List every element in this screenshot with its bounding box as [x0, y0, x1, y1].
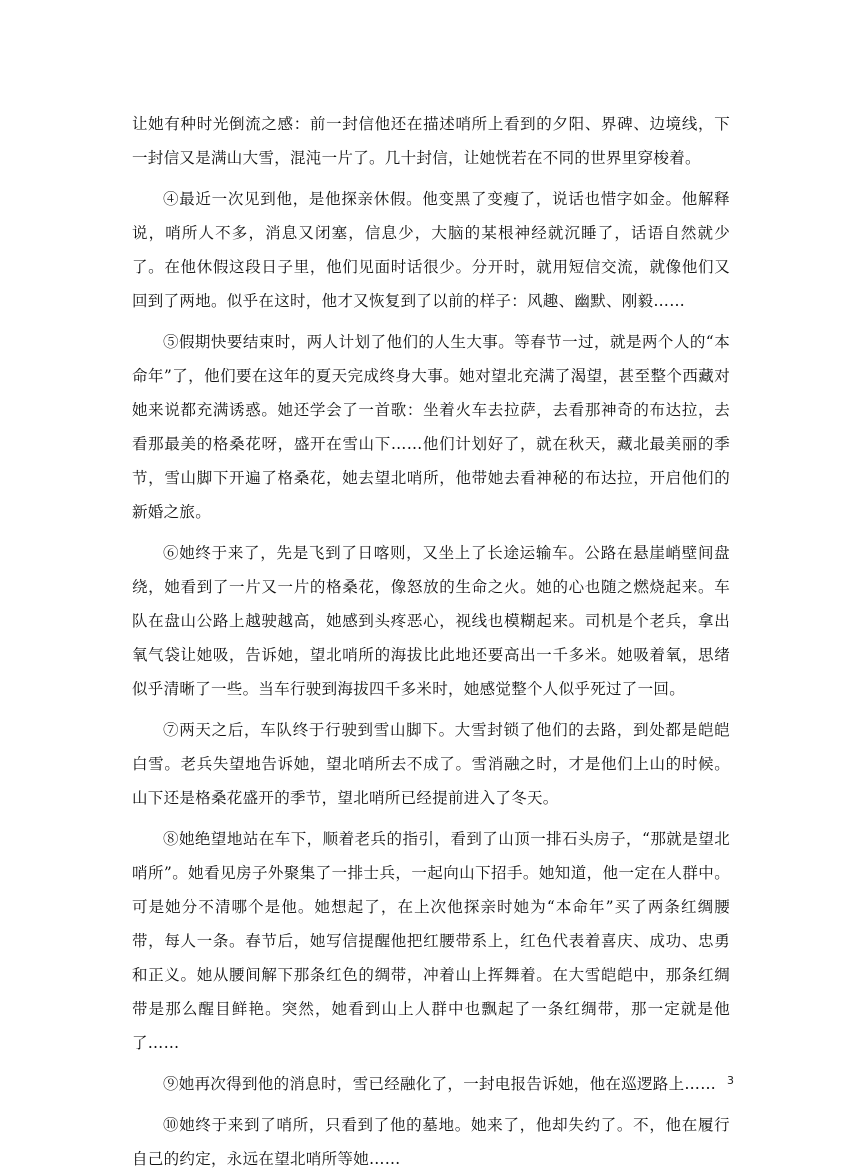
paragraph-5: ⑤假期快要结束时，两人计划了他们的人生大事。等春节一过，就是两个人的“本命年”了，他们要在这年的夏天完成终身大事。她对望北充满了渴望，甚至整个西藏对她来说都充满诱惑。她还学会了一首歌：坐着火车去拉萨，去看那神奇的布达拉，去看那最美的格桑花呀，盛开在雪山下……他们计划好了，就在秋天，藏北最美丽的季节，雪山脚下开遍了格桑花，她去望北哨所，他带她去看神秘的布达拉，开启他们的新婚之旅。	[132, 333, 730, 521]
paragraph-7: ⑦两天之后，车队终于行驶到雪山脚下。大雪封锁了他们的去路，到处都是皑皑白雪。老兵失望地告诉她，望北哨所去不成了。雪消融之时，才是他们上山的时候。山下还是格桑花盛开的季节，望北哨所已经提前进入了冬天。	[132, 721, 730, 807]
paragraph-8: ⑧她绝望地站在车下，顺着老兵的指引，看到了山顶一排石头房子，“那就是望北哨所”。她看见房子外聚集了一排士兵，一起向山下招手。她知道，他一定在人群中。可是她分不清哪个是他。她想起了，在上次他探亲时她为“本命年”买了两条红绸腰带，每人一条。春节后，她写信提醒他把红腰带系上，红色代表着喜庆、成功、忠勇和正义。她从腰间解下那条红色的绸带，冲着山上挥舞着。在大雪皑皑中，那条红绸带是那么醒目鲜艳。突然，她看到山上人群中也飘起了一条红绸带，那一定就是他了……	[132, 830, 730, 1052]
paragraph-4: ④最近一次见到他，是他探亲休假。他变黑了变瘦了，说话也惜字如金。他解释说，哨所人不多，消息又闭塞，信息少，大脑的某根神经就沉睡了，话语自然就少了。在他休假这段日子里，他们见面时话很少。分开时，就用短信交流，就像他们又回到了两地。似乎在这时，他才又恢复到了以前的样子：风趣、幽默、刚毅……	[132, 190, 730, 310]
paragraph-continuation: 让她有种时光倒流之感：前一封信他还在描述哨所上看到的夕阳、界碑、边境线，下一封信又是满山大雪，混沌一片了。几十封信，让她恍若在不同的世界里穿梭着。	[132, 115, 730, 167]
article-body	[132, 107, 730, 1176]
paragraph-6: ⑥她终于来了，先是飞到了日喀则，又坐上了长途运输车。公路在悬崖峭壁间盘绕，她看到了一片又一片的格桑花，像怒放的生命之火。她的心也随之燃烧起来。车队在盘山公路上越驶越高，她感到头疼恶心，视线也模糊起来。司机是个老兵，拿出氧气袋让她吸，告诉她，望北哨所的海拔比此地还要高出一千多米。她吸着氧，思绪似乎清晰了一些。当车行驶到海拔四千多米时，她感觉整个人似乎死过了一回。	[132, 544, 730, 698]
page-number: 3	[727, 1074, 734, 1087]
paragraph-10: ⑩她终于来到了哨所，只看到了他的墓地。她来了，他却失约了。不，他在履行自己的约定，永远在望北哨所等她……	[132, 1116, 730, 1168]
paragraph-9: ⑨她再次得到他的消息时，雪已经融化了，一封电报告诉她，他在巡逻路上……	[163, 1075, 717, 1093]
